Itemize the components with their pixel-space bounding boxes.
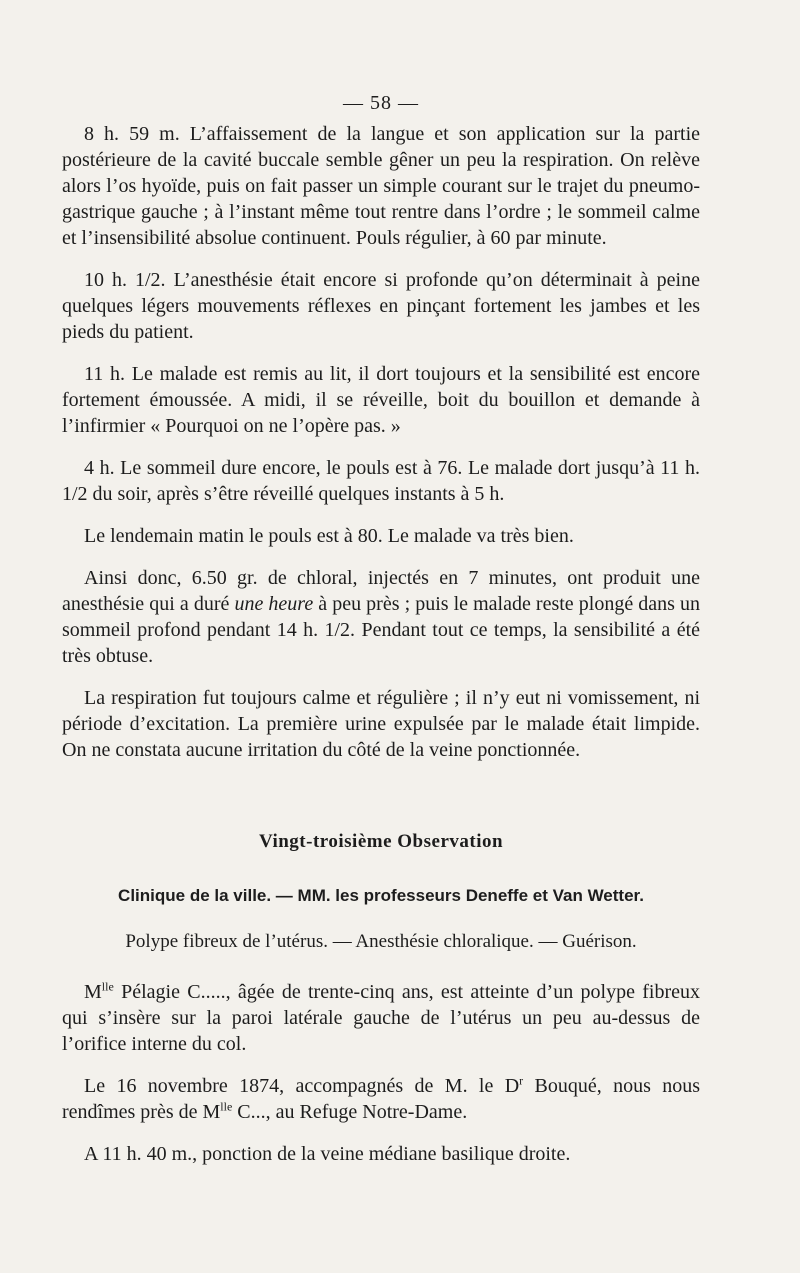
paragraph-visit [62,1073,700,1125]
paragraph-text: L’anesthésie était encore si profonde qu’on déterminait à peine quelques légers mouvements réflexes en pinçant fortement les jambes et les pieds du patient. [62,269,700,343]
observation-heading: Vingt-troisième Observation [258,831,504,852]
paragraph-final: A 11 h. 40 m., ponction de la veine médiane basilique droite. [84,1143,571,1165]
page-number: — 58 — [343,92,419,114]
visit-sup-mlle: lle [220,1099,233,1114]
paragraph-respiration: La respiration fut toujours calme et régulière ; il n’y eut ni vomissement, ni période d’excitation. La première urine expulsée par le malade était limpide. On ne constata aucune irritation du côté de la veine ponctionnée. [62,687,700,761]
ainsi-italic: une heure [234,593,314,615]
paragraph-4h [62,455,700,507]
time-lead: 10 h. 1/2. [84,269,166,291]
time-lead: 8 h. 59 m. [84,123,180,145]
ainsi-after: à peu près ; puis le malade reste plongé dans un sommeil profond pendant 14 h. 1/2. Pendant tout ce temps, la sensibilité a été très obtuse. [62,593,700,667]
case-title: Polype fibreux de l’utérus. — Anesthésie chloralique. — Guérison. [125,931,637,952]
patient-abbr-sup: lle [101,979,114,994]
ainsi-before: Ainsi donc, 6.50 gr. de chloral, injectés en 7 minutes, ont produit une anesthésie qui a duré [62,567,700,615]
patient-abbr: M [84,981,102,1003]
visit-middle: Bouqué, nous nous rendîmes près de M [62,1075,700,1123]
visit-after: C..., au Refuge Notre-Dame. [232,1101,468,1123]
patient-text: Pélagie C....., âgée de trente-cinq ans, est atteinte d’un polype fibreux qui s’insère sur la paroi latérale gauche de l’utérus un peu au-dessus de l’orifice interne du col. [62,981,700,1055]
paragraph-11h [62,361,700,439]
time-lead: 11 h. [84,363,126,385]
visit-before: Le 16 novembre 1874, accompagnés de M. le D [84,1075,520,1097]
paragraph-text: Le malade est remis au lit, il dort toujours et la sensibilité est encore fortement émoussée. A midi, il se réveille, boit du bouillon et demande à l’infirmier « Pourquoi on ne l’opère pas. » [62,363,700,437]
paragraph-text: Le sommeil dure encore, le pouls est à 76. Le malade dort jusqu’à 11 h. 1/2 du soir, après s’être réveillé quelques instants à 5 h. [62,457,700,505]
paragraph-ainsi [62,565,700,669]
paragraph-10h30 [62,267,700,345]
clinic-subheading: Clinique de la ville. — MM. les professeurs Deneffe et Van Wetter. [118,886,644,905]
paragraph-text: L’affaissement de la langue et son application sur la partie postérieure de la cavité buccale semble gêner un peu la respiration. On relève alors l’os hyoïde, puis on fait passer un simple courant sur le trajet du pneumo-gastrique gauche ; à l’instant même tout rentre dans l’ordre ; le sommeil calme et l’insensibilité absolue continuent. Pouls régulier, à 60 par minute. [62,123,701,249]
document-page [62,92,700,1183]
paragraph-text: Le lendemain matin le pouls est à 80. Le malade va très bien. [84,525,574,547]
paragraph-8h59 [62,121,700,251]
paragraph-patient [62,979,700,1057]
paragraph-lendemain [62,523,700,549]
time-lead: 4 h. [84,457,115,479]
visit-sup-dr: r [519,1073,524,1088]
